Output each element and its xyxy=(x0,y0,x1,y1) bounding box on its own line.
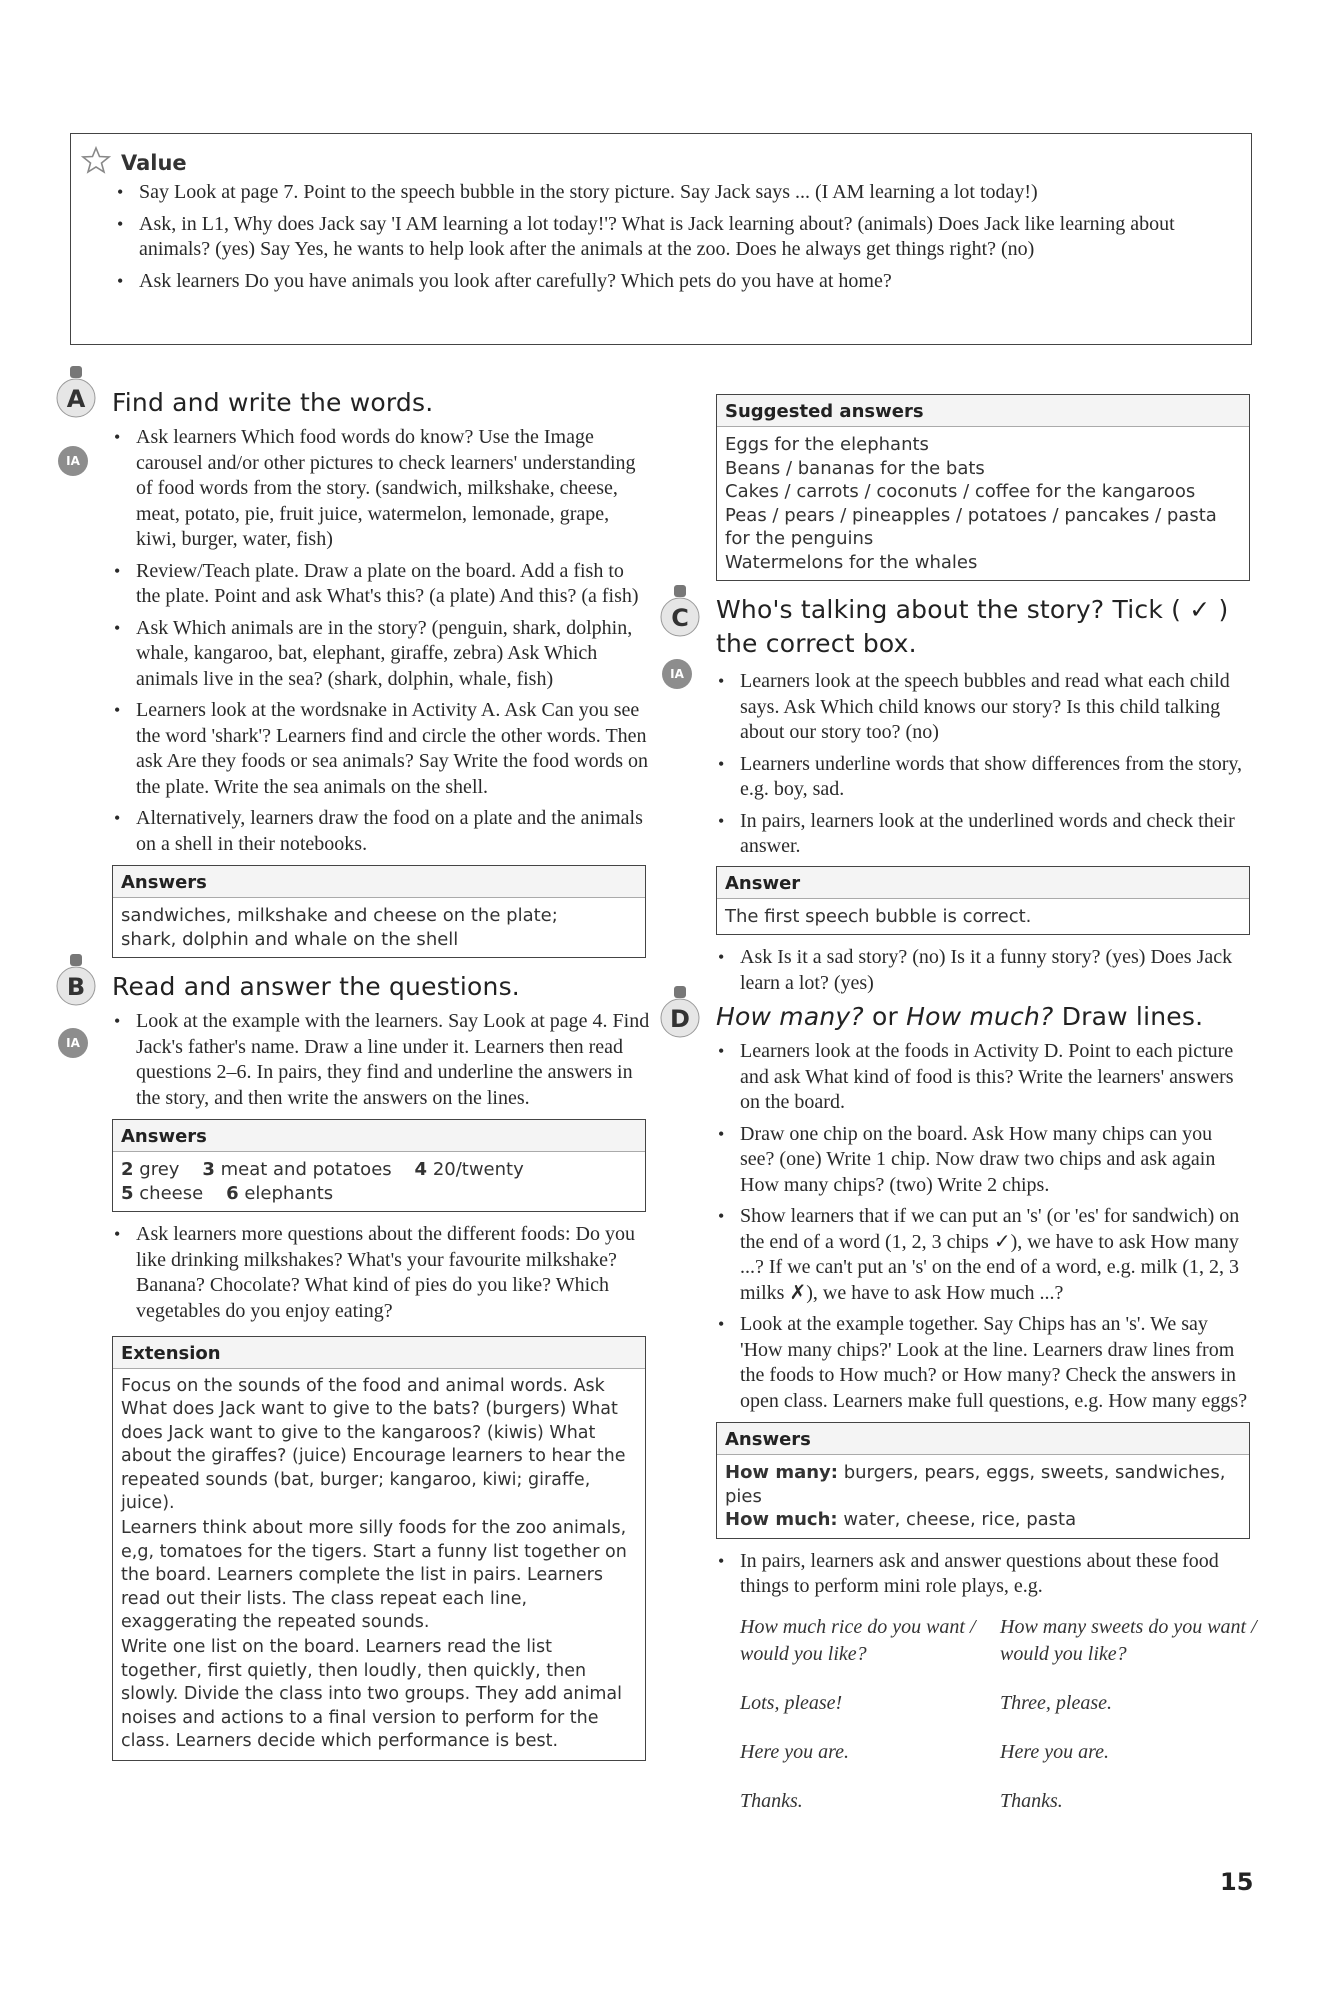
list-item: • Draw one chip on the board. Ask How many chips can you see? (one) Write 1 chip. Now draw two chips and ask again How many chips? (two) Write 2 chips. xyxy=(716,1122,1250,1199)
title-part: or xyxy=(872,1002,899,1031)
how-much-label: How much: xyxy=(725,1509,838,1530)
list-item: • In pairs, learners ask and answer questions about these food things to perform mini role plays, e.g. xyxy=(716,1549,1250,1600)
list-item: • In pairs, learners look at the underlined words and check their answer. xyxy=(716,809,1250,860)
list-item: • Ask Is it a sad story? (no) Is it a funny story? (yes) Does Jack learn a lot? (yes) xyxy=(716,945,1250,996)
answer-text: elephants xyxy=(244,1182,334,1204)
answer-box xyxy=(716,866,1250,936)
list-item: • Review/Teach plate. Draw a plate on the board. Add a fish to the plate. Point and ask What's this? (a plate) And this? (a fish) xyxy=(112,559,652,610)
answer-num: 6 xyxy=(226,1182,239,1204)
answers-title: Answers xyxy=(113,1120,645,1152)
section-letter: A xyxy=(66,385,86,413)
page-number: 15 xyxy=(1220,1868,1254,1896)
list-item: • Show learners that if we can put an 's' (or 'es' for sandwich) on the end of a word (1, 2, 3 chips ✓), we have to ask How many ...? If we can't put an 's' on the end of a word, e.g. milk (1, 2, 3 milks ✗), we have to ask How much ...? xyxy=(716,1204,1250,1306)
section-a-list xyxy=(112,425,652,857)
section-c-list xyxy=(716,669,1250,860)
list-item: • Ask learners Which food words do know? Use the Image carousel and/or other pictures to check learners' understanding of food words from the story. (sandwich, milkshake, cheese, meat, potato, pie, fruit juice, watermelon, lemonade, grape, kiwi, burger, water, fish) xyxy=(112,425,652,553)
section-c xyxy=(670,593,1250,996)
list-item: • Learners look at the wordsnake in Activity A. Ask Can you see the word 'shark'? Learners find and circle the other words. Then ask Are they foods or sea animals? Say Write the food words on the plate. Write the sea animals on the shell. xyxy=(112,698,652,800)
right-column xyxy=(670,388,1257,1815)
section-b xyxy=(66,972,652,1761)
value-list xyxy=(115,180,1215,300)
title-part: How much? xyxy=(906,1002,1054,1031)
section-letter: C xyxy=(671,604,689,632)
star-icon xyxy=(81,146,111,179)
answer-text: cheese xyxy=(139,1182,204,1204)
list-item: • Ask learners Do you have animals you look after carefully? Which pets do you have at home? xyxy=(115,269,1215,295)
list-item: • Alternatively, learners draw the food on a plate and the animals on a shell in their notebooks. xyxy=(112,806,652,857)
dialog-line: Here you are. xyxy=(740,1740,850,1763)
answer-line: Peas / pears / pineapples / potatoes / pancakes / pasta for the penguins xyxy=(725,504,1217,549)
answer-num: 4 xyxy=(414,1159,428,1180)
dialog-line: How much rice do you want / would you like? xyxy=(740,1615,976,1665)
list-item: • Ask, in L1, Why does Jack say 'I AM learning a lot today!'? What is Jack learning about? (animals) Does Jack like learning about animals? (yes) Say Yes, he wants to help look after the animals at the zoo. Does he always get things right? (no) xyxy=(115,212,1215,263)
answer-line: Eggs for the elephants xyxy=(725,434,929,455)
title-part: Draw lines. xyxy=(1061,1002,1204,1031)
answers-title: Answers xyxy=(717,1423,1249,1455)
list-item: • Ask Which animals are in the story? (penguin, shark, dolphin, whale, kangaroo, bat, elephant, giraffe, zebra) Ask Which animals live in the sea? (shark, dolphin, whale, fish) xyxy=(112,616,652,693)
lightbulb-icon xyxy=(658,984,702,1048)
section-c-list-after xyxy=(716,945,1250,996)
list-item: • Say Look at page 7. Point to the speech bubble in the story picture. Say Jack says ... (I AM learning a lot today!) xyxy=(115,180,1215,206)
extension-paragraph: Write one list on the board. Learners read the list together, first quietly, then loudly, then quickly, then slowly. Divide the class into two groups. They add animal noises and actions to a final version to perform for the class. Learners decide which performance is best. xyxy=(121,1637,623,1752)
section-a xyxy=(66,385,652,958)
section-c-title: Who's talking about the story? Tick ( ✓ ) the correct box. xyxy=(716,595,1229,658)
answer-line: sandwiches, milkshake and cheese on the plate; xyxy=(121,905,558,926)
list-item: • Ask learners more questions about the different foods: Do you like drinking milkshakes? What's your favourite milkshake? Banana? Chocolate? What kind of pies do you like? Which vegetables do you enjoy eating? xyxy=(112,1222,652,1324)
answers-box xyxy=(716,1422,1250,1539)
list-item: • Learners underline words that show differences from the story, e.g. boy, sad. xyxy=(716,752,1250,803)
list-item: • Look at the example together. Say Chips has an 's'. We say 'How many chips?' Look at the line. Learners draw lines from the foods to How much? or How many? Check the answers in open class. Learners make full questions, e.g. How many eggs? xyxy=(716,1312,1250,1414)
how-many-text: burgers, pears, eggs, sweets, sandwiches, pies xyxy=(725,1462,1226,1507)
section-d-list xyxy=(716,1039,1250,1414)
lightbulb-icon xyxy=(54,952,98,1016)
answer-line: Cakes / carrots / coconuts / coffee for the kangaroos xyxy=(725,481,1196,502)
answer-line: Beans / bananas for the bats xyxy=(725,457,985,479)
answers-box xyxy=(112,865,646,958)
extension-paragraph: Focus on the sounds of the food and animal words. Ask What does Jack want to give to the bats? (burgers) What does Jack want to give to the kangaroos? (kiwis) What about the giraffes? (juice) Encourage learners to hear the repeated sounds (bat, burger; kangaroo, kiwi; giraffe, juice). xyxy=(121,1376,626,1514)
value-box xyxy=(70,133,1252,345)
ia-badge: IA xyxy=(662,659,692,689)
answer-text: meat and potatoes xyxy=(220,1159,392,1180)
dialog-line: Lots, please! xyxy=(740,1691,843,1714)
answers-box xyxy=(112,1119,646,1212)
section-b-list xyxy=(112,1009,652,1111)
dialog-line: Thanks. xyxy=(740,1789,803,1812)
answer-line: Watermelons for the whales xyxy=(725,551,978,573)
how-much-text: water, cheese, rice, pasta xyxy=(843,1509,1077,1530)
answer-line: shark, dolphin and whale on the shell xyxy=(121,928,459,950)
section-a-title: Find and write the words. xyxy=(112,388,434,417)
section-d-title xyxy=(716,1002,1250,1031)
section-letter: B xyxy=(66,973,86,1001)
lightbulb-icon xyxy=(658,583,702,647)
answer-num: 3 xyxy=(202,1159,215,1180)
value-title: Value xyxy=(121,150,187,175)
list-item: • Look at the example with the learners. Say Look at page 4. Find Jack's father's name. Draw a line under it. Learners then read questions 2–6. In pairs, they find and underline the answers in the story, and then write the answers on the lines. xyxy=(112,1009,652,1111)
dialog-line: Here you are. xyxy=(1000,1740,1110,1763)
extension-box xyxy=(112,1336,646,1761)
answer-num: 5 xyxy=(121,1182,134,1204)
list-item: • Learners look at the speech bubbles and read what each child says. Ask Which child knows our story? Is this child talking about our story too? (no) xyxy=(716,669,1250,746)
lightbulb-icon xyxy=(54,364,98,428)
how-many-label: How many: xyxy=(725,1462,838,1483)
section-letter: D xyxy=(670,1005,690,1033)
answer-num: 2 xyxy=(121,1159,134,1180)
answer-text: 20/twenty xyxy=(432,1159,524,1180)
dialog-line: How many sweets do you want / would you like? xyxy=(1000,1615,1257,1665)
section-d xyxy=(670,1002,1257,1815)
ia-badge: IA xyxy=(58,1028,88,1058)
list-item: • Learners look at the foods in Activity D. Point to each picture and ask What kind of food is this? Write the learners' answers on the board. xyxy=(716,1039,1250,1116)
dialog-line: Thanks. xyxy=(1000,1789,1063,1812)
extension-paragraph: Learners think about more silly foods for the zoo animals, e,g, tomatoes for the tigers. Start a funny list together on the board. Learners complete the list in pairs. Learners read out their lists. The class repeat each line, exaggerating the repeated sounds. xyxy=(121,1518,627,1633)
answer-text: The first speech bubble is correct. xyxy=(725,905,1032,927)
answer-text: grey xyxy=(139,1159,180,1180)
title-part: How many? xyxy=(716,1002,864,1031)
role-play-dialog xyxy=(740,1614,1257,1815)
suggested-title: Suggested answers xyxy=(717,395,1249,427)
answer-title: Answer xyxy=(717,867,1249,899)
section-b-list-after xyxy=(112,1222,652,1324)
dialog-line: Three, please. xyxy=(1000,1691,1113,1714)
left-column xyxy=(66,385,652,1761)
section-b-title: Read and answer the questions. xyxy=(112,972,520,1001)
suggested-answers-box xyxy=(716,394,1250,581)
extension-title: Extension xyxy=(113,1337,645,1369)
ia-badge: IA xyxy=(58,446,88,476)
section-d-list-after xyxy=(716,1549,1250,1600)
answers-title: Answers xyxy=(113,866,645,898)
